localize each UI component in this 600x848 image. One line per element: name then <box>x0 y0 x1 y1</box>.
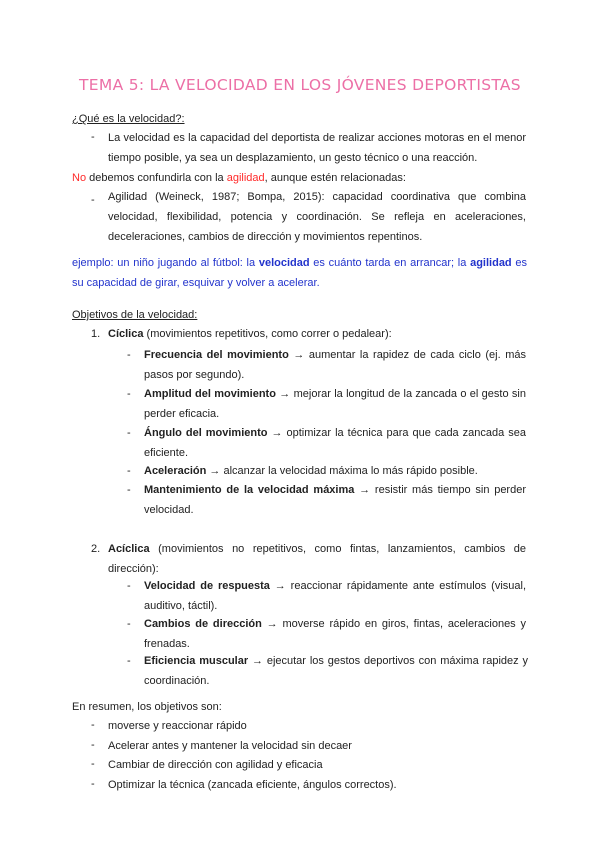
acyclic-item <box>144 651 528 691</box>
bullet-dash: - <box>127 618 131 630</box>
bullet-dash: - <box>127 465 131 477</box>
agility-definition: Agilidad (Weineck, 1987; Bompa, 2015): capacidad coordinativa que combina velocidad, flexibilidad, potencia y coordinación. Se refleja en aceleraciones, deceleraciones, cambios de dirección y movimientos repentinos. <box>108 191 526 243</box>
cyclic-item-text: → aumentar la rapidez de cada ciclo (ej. más pasos por segundo). <box>144 349 526 381</box>
cyclic-number: 1. <box>91 328 101 340</box>
acyclic-item <box>144 614 526 654</box>
example-text-1: ejemplo: un niño jugando al fútbol: la <box>72 257 259 269</box>
acyclic-item-term: Eficiencia muscular <box>144 655 249 667</box>
acyclic-heading <box>108 539 526 579</box>
page-title: TEMA 5: LA VELOCIDAD EN LOS JÓVENES DEPORTISTAS <box>79 76 521 94</box>
summary-item: Cambiar de dirección con agilidad y eficacia <box>108 759 323 771</box>
bullet-dash: - <box>127 484 131 496</box>
velocity-definition: La velocidad es la capacidad del deportista de realizar acciones motoras en el menor tiempo posible, ya sea un desplazamiento, un gesto técnico o una reacción. <box>108 132 526 164</box>
cyclic-item <box>144 461 526 481</box>
summary-heading: En resumen, los objetivos son: <box>72 701 222 713</box>
cyclic-item-term: Frecuencia del movimiento <box>144 349 289 361</box>
acyclic-item-text: → ejecutar los gestos deportivos con máxima rapidez y coordinación. <box>144 655 528 687</box>
acyclic-item-text: → reaccionar rápidamente ante estímulos (visual, auditivo, táctil). <box>144 580 527 612</box>
agility-word: agilidad <box>226 172 265 184</box>
cyclic-item-text: → alcanzar la velocidad máxima lo más rápido posible. <box>206 465 478 477</box>
agility-warning-text-end: , aunque estén relacionadas: <box>264 172 406 184</box>
bullet-dash: - <box>91 739 95 751</box>
acyclic-item-term: Velocidad de respuesta <box>144 580 270 592</box>
bullet-dash: - <box>127 427 131 439</box>
acyclic-name: Acíclica <box>108 543 150 555</box>
cyclic-item <box>144 423 526 463</box>
cyclic-item-term: Amplitud del movimiento <box>144 388 276 400</box>
agility-warning <box>72 171 406 185</box>
example-text-2: es cuánto tarda en arrancar; la <box>309 257 471 269</box>
agility-warning-text: debemos confundirla con la <box>86 172 227 184</box>
summary-item: Acelerar antes y mantener la velocidad sin decaer <box>108 740 352 752</box>
acyclic-desc: (movimientos no repetitivos, como fintas, lanzamientos, cambios de dirección): <box>108 543 526 575</box>
acyclic-number: 2. <box>91 543 101 555</box>
cyclic-heading <box>108 327 392 341</box>
summary-item: Optimizar la técnica (zancada eficiente, ángulos correctos). <box>108 779 397 791</box>
bullet-dash: - <box>127 580 131 592</box>
cyclic-item <box>144 345 526 385</box>
bullet-dash: - <box>127 349 131 361</box>
objectives-heading: Objetivos de la velocidad: <box>72 309 198 321</box>
example-agilidad: agilidad <box>470 257 512 269</box>
bullet-dash: - <box>91 194 95 206</box>
cyclic-item-text: → mejorar la longitud de la zancada o el gesto sin perder eficacia. <box>144 388 526 420</box>
cyclic-item <box>144 480 526 520</box>
velocity-question-heading: ¿Qué es la velocidad?: <box>72 113 185 125</box>
bullet-dash: - <box>91 778 95 790</box>
cyclic-name: Cíclica <box>108 328 144 340</box>
cyclic-item-text: → optimizar la técnica para que cada zancada sea eficiente. <box>144 427 526 459</box>
cyclic-item-term: Ángulo del movimiento <box>144 427 268 439</box>
bullet-dash: - <box>91 719 95 731</box>
no-word: No <box>72 172 87 184</box>
acyclic-item <box>144 576 526 616</box>
cyclic-item <box>144 384 526 424</box>
bullet-dash: - <box>127 388 131 400</box>
cyclic-item-term: Aceleración <box>144 465 207 477</box>
example-velocidad: velocidad <box>258 257 310 269</box>
acyclic-item-text: → moverse rápido en giros, fintas, aceleraciones y frenadas. <box>144 618 527 650</box>
bullet-dash: - <box>91 758 95 770</box>
bullet-dash: - <box>91 131 95 143</box>
bullet-dash: - <box>127 655 131 667</box>
cyclic-desc: (movimientos repetitivos, como correr o pedalear): <box>143 328 392 340</box>
acyclic-item-term: Cambios de dirección <box>144 618 262 630</box>
summary-item: moverse y reaccionar rápido <box>108 720 247 732</box>
cyclic-item-term: Mantenimiento de la velocidad máxima <box>144 484 355 496</box>
example-paragraph <box>72 253 527 293</box>
example-text-3: es su capacidad de girar, esquivar y volver a acelerar. <box>72 257 527 289</box>
cyclic-item-text: → resistir más tiempo sin perder velocidad. <box>144 484 526 516</box>
